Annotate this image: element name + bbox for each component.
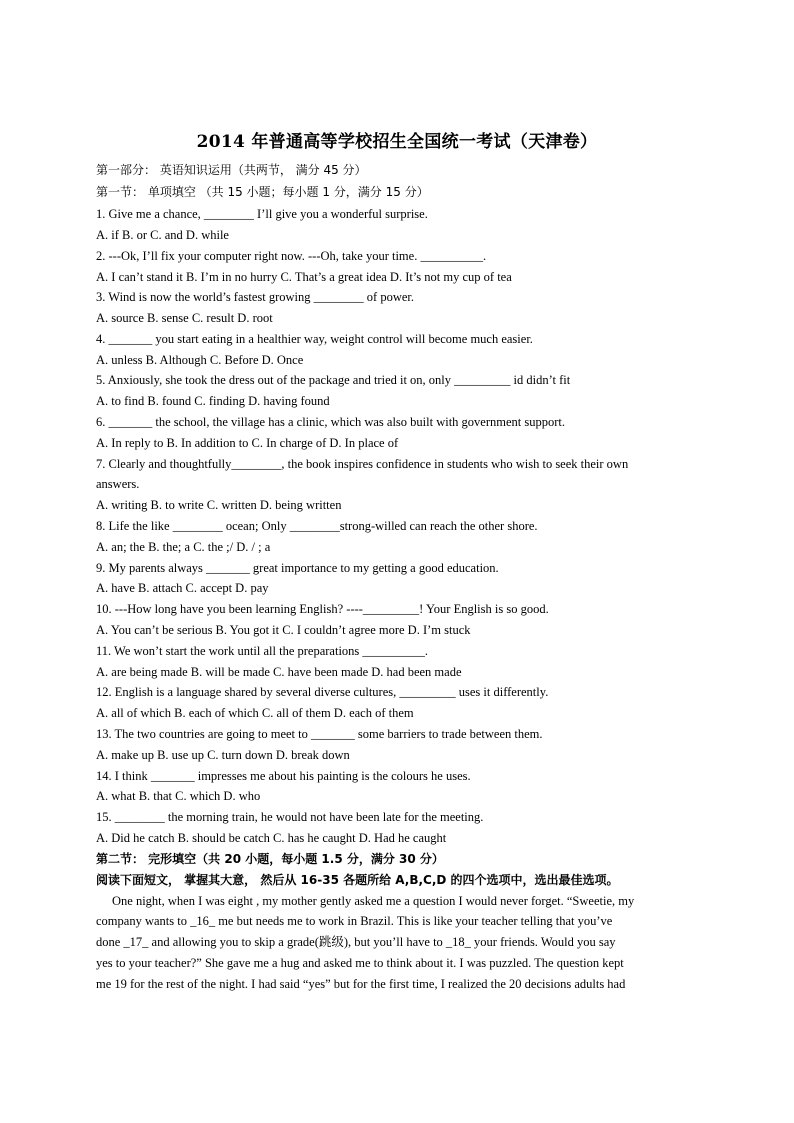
question-3: 3. Wind is now the world’s fastest growing ________ of power.: [96, 290, 414, 304]
cloze-instructions: 阅读下面短文， 掌握其大意， 然后从 16-35 各题所给 A,B,C,D 的四个选项中，选出最佳选项。: [96, 873, 619, 887]
options-12: A. all of which B. each of which C. all of them D. each of them: [96, 706, 414, 720]
options-15: A. Did he catch B. should be catch C. has he caught D. Had he caught: [96, 831, 447, 845]
options-14: A. what B. that C. which D. who: [96, 789, 261, 803]
question-11: 11. We won’t start the work until all the preparations __________.: [96, 644, 429, 658]
options-5: A. to find B. found C. finding D. having found: [96, 394, 330, 408]
options-4: A. unless B. Although C. Before D. Once: [96, 353, 304, 367]
options-8: A. an; the B. the; a C. the ;/ D. / ; a: [96, 540, 271, 554]
question-10: 10. ---How long have you been learning English? ----_________! Your English is so good.: [96, 602, 549, 616]
options-3: A. source B. sense C. result D. root: [96, 311, 273, 325]
options-2: A. I can’t stand it B. I’m in no hurry C. That’s a great idea D. It’s not my cup of tea: [96, 270, 512, 284]
section-one-heading: 第一节： 单项填空 （共 15 小题；每小题 1 分，满分 15 分）: [96, 185, 429, 199]
question-14: 14. I think _______ impresses me about his painting is the colours he uses.: [96, 769, 471, 783]
question-7-continued: answers.: [96, 477, 140, 491]
question-9: 9. My parents always _______ great importance to my getting a good education.: [96, 561, 499, 575]
question-5: 5. Anxiously, she took the dress out of the package and tried it on, only _________ id didn’t fit: [96, 373, 571, 387]
passage-line-2: company wants to _16_ me but needs me to work in Brazil. This is like your teacher telling that you’ve: [96, 914, 613, 928]
part-one-heading: 第一部分： 英语知识运用（共两节， 满分 45 分）: [96, 163, 367, 177]
question-15: 15. ________ the morning train, he would not have been late for the meeting.: [96, 810, 484, 824]
options-1: A. if B. or C. and D. while: [96, 228, 229, 242]
question-1: 1. Give me a chance, ________ I’ll give you a wonderful surprise.: [96, 207, 428, 221]
question-7: 7. Clearly and thoughtfully________, the book inspires confidence in students who wish to seek their own: [96, 457, 629, 471]
passage-line-3: done _17_ and allowing you to skip a grade(跳级), but you’ll have to _18_ your friends. Would you say: [96, 935, 616, 949]
options-7: A. writing B. to write C. written D. being written: [96, 498, 342, 512]
options-10: A. You can’t be serious B. You got it C. I couldn’t agree more D. I’m stuck: [96, 623, 471, 637]
question-2: 2. ---Ok, I’ll fix your computer right now. ---Oh, take your time. __________.: [96, 249, 487, 263]
options-13: A. make up B. use up C. turn down D. break down: [96, 748, 350, 762]
question-12: 12. English is a language shared by several diverse cultures, _________ uses it differently.: [96, 685, 549, 699]
passage-line-5: me 19 for the rest of the night. I had said “yes” but for the first time, I realized the 20 decisions adults had: [96, 977, 626, 991]
options-9: A. have B. attach C. accept D. pay: [96, 581, 269, 595]
options-6: A. In reply to B. In addition to C. In charge of D. In place of: [96, 436, 399, 450]
question-13: 13. The two countries are going to meet to _______ some barriers to trade between them.: [96, 727, 543, 741]
passage-line-4: yes to your teacher?” She gave me a hug and asked me to think about it. I was puzzled. The question kept: [96, 956, 624, 970]
passage-line-1: One night, when I was eight , my mother gently asked me a question I would never forget. “Sweetie, my: [112, 894, 635, 908]
question-4: 4. _______ you start eating in a healthier way, weight control will become much easier.: [96, 332, 533, 346]
section-two-heading: 第二节： 完形填空（共 20 小题，每小题 1.5 分，满分 30 分）: [96, 852, 444, 866]
options-11: A. are being made B. will be made C. have been made D. had been made: [96, 665, 462, 679]
question-6: 6. _______ the school, the village has a clinic, which was also built with government support.: [96, 415, 566, 429]
question-8: 8. Life the like ________ ocean; Only ________strong-willed can reach the other shore.: [96, 519, 538, 533]
exam-title: 2014 年普通高等学校招生全国统一考试（天津卷）: [196, 132, 598, 152]
